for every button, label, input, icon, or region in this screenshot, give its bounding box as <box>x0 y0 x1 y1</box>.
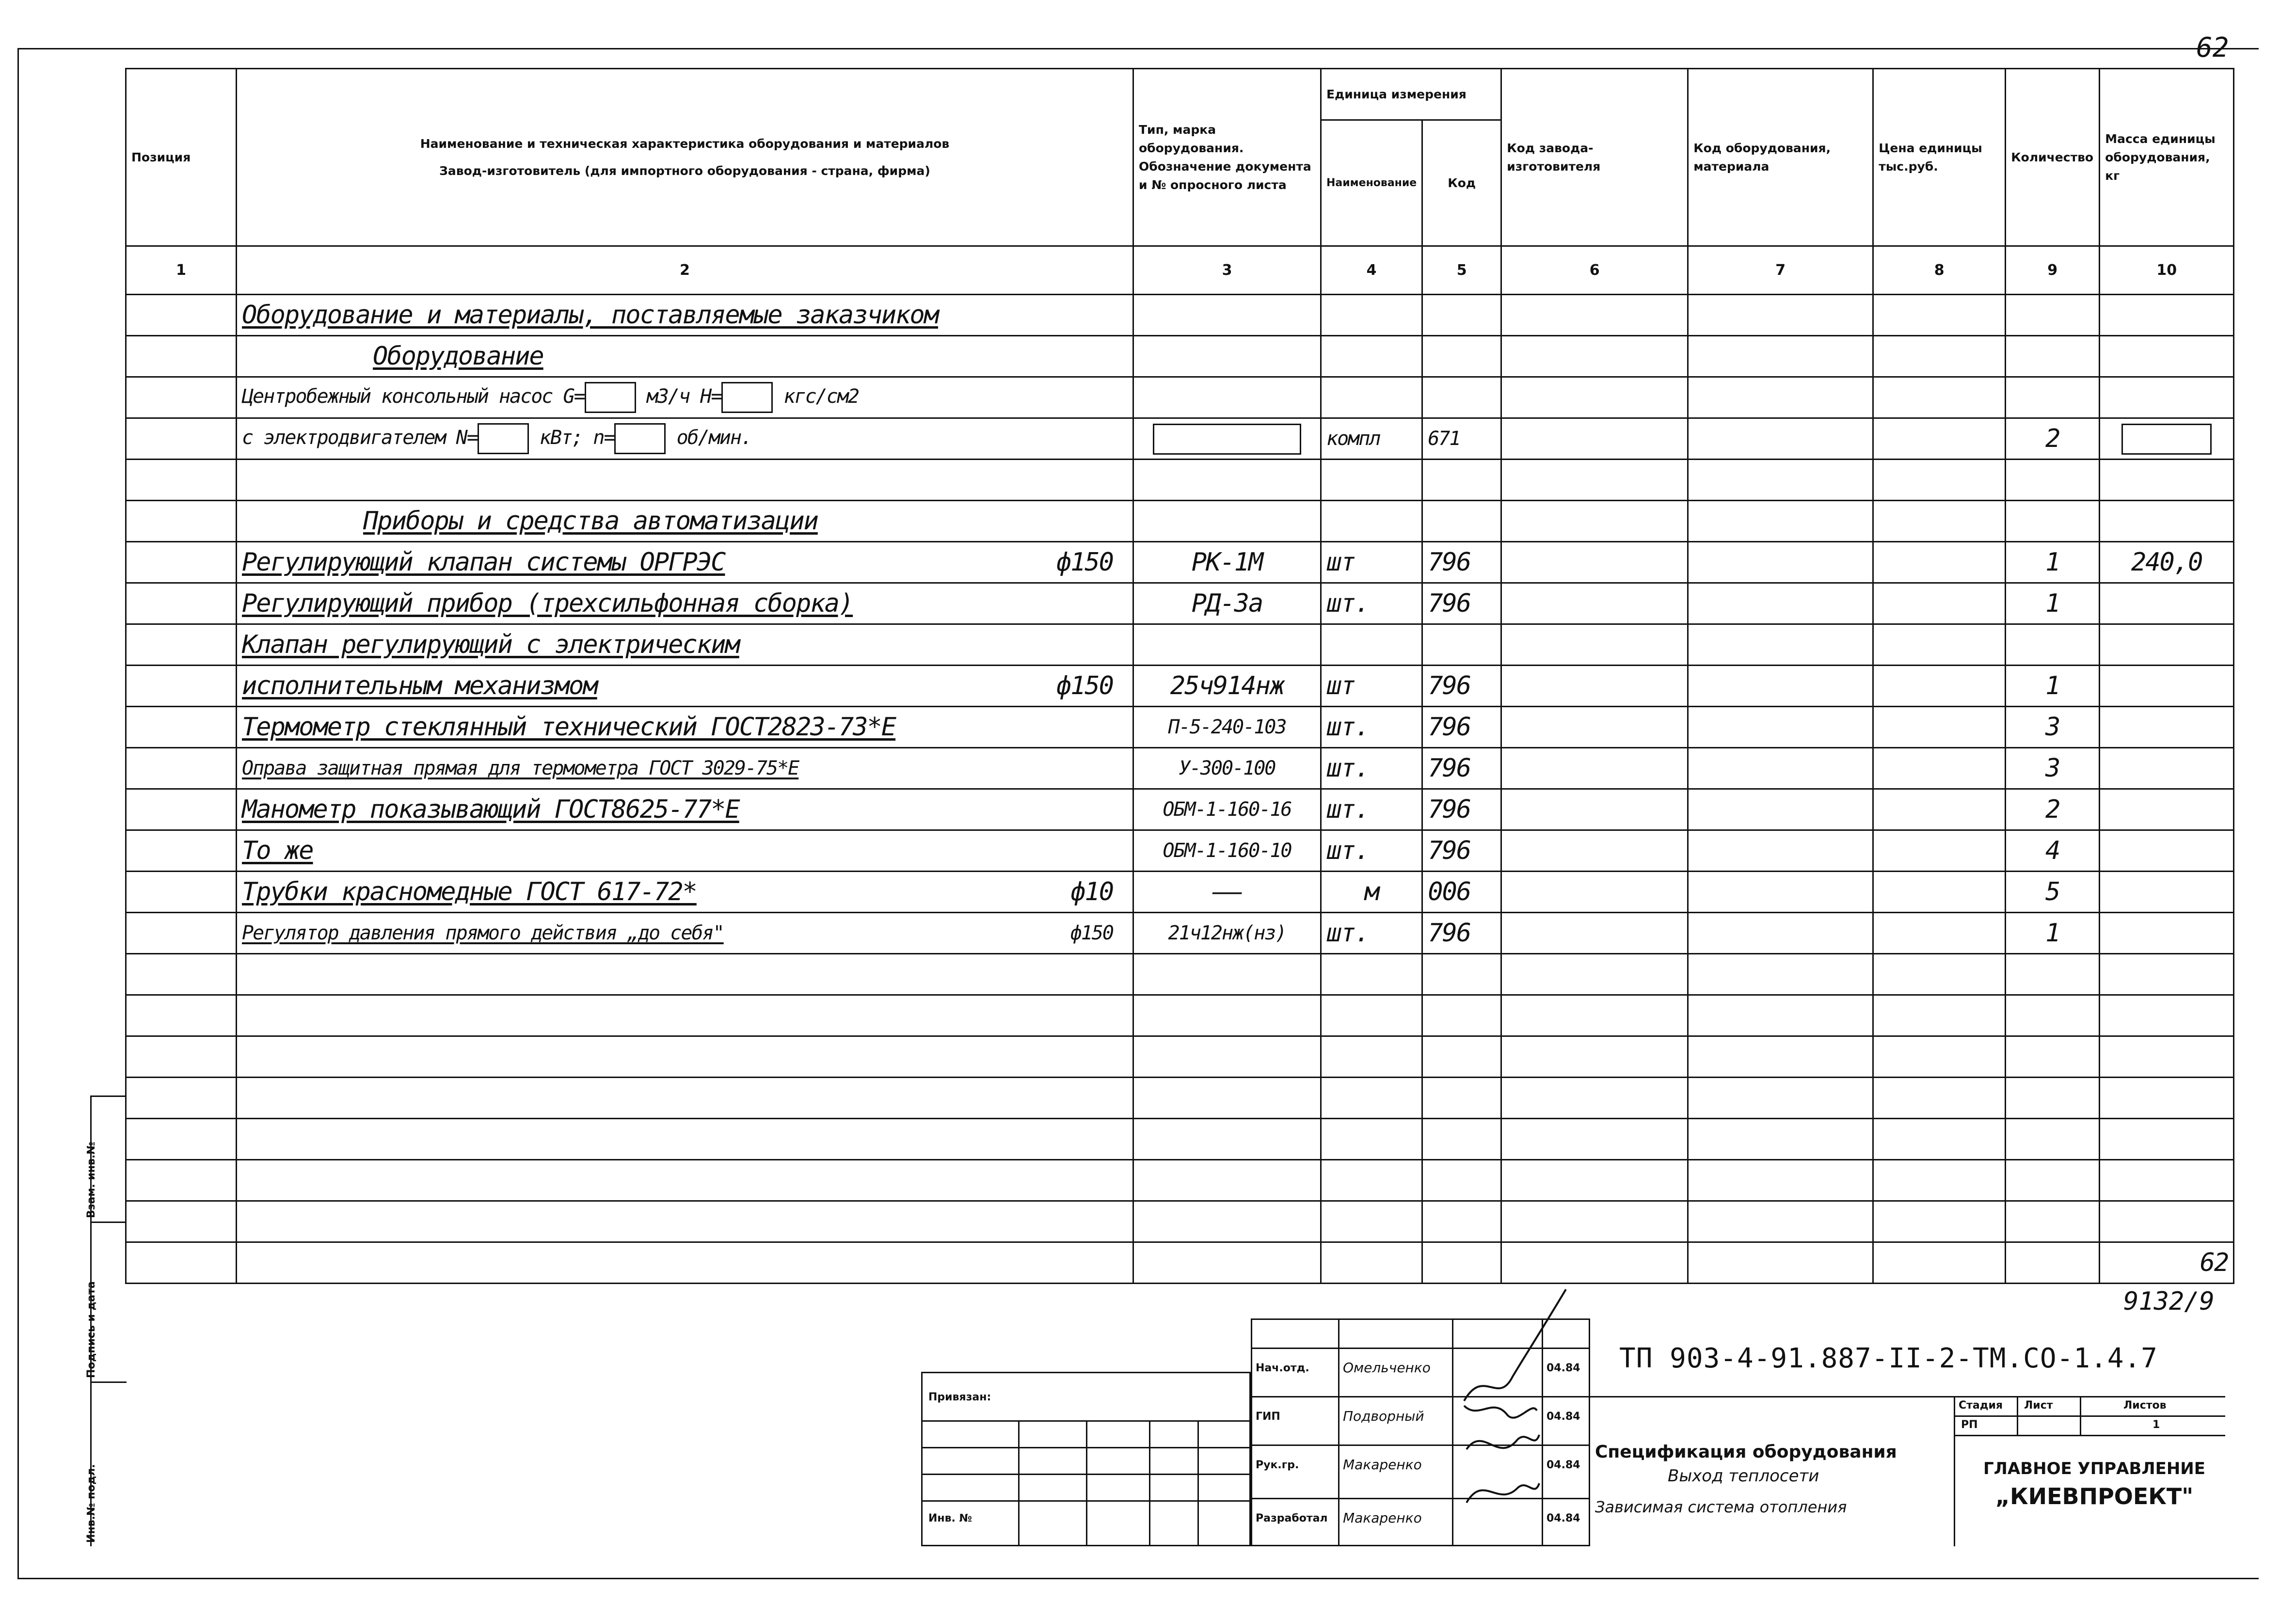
role-group-lead: Рук.гр. <box>1256 1459 1299 1471</box>
table-row <box>126 1036 2234 1078</box>
pump-line2-text: с электродвигателем N= <box>242 427 478 449</box>
person-group-lead: Макаренко <box>1343 1457 1422 1473</box>
col-number: 5 <box>1422 246 1501 295</box>
item-name: Регулирующий прибор (трехсильфонная сборка) <box>242 589 853 618</box>
item-unit: шт <box>1321 542 1422 583</box>
item-unit: шт. <box>1321 913 1422 954</box>
organization-line2: „КИЕВПРОЕКТ" <box>1995 1483 2194 1509</box>
header-equipment-code: Код оборудования, материала <box>1688 69 1873 246</box>
table-row <box>126 1242 2234 1284</box>
header-position: Позиция <box>126 69 237 246</box>
document-title: Спецификация оборудования <box>1595 1442 1897 1462</box>
col-number: 8 <box>1873 246 2006 295</box>
blank-field <box>721 382 773 413</box>
item-code: 796 <box>1422 707 1501 748</box>
cell-unit: компл <box>1321 418 1422 460</box>
header-factory-code: Код завода-изготовителя <box>1501 69 1688 246</box>
item-qty: 3 <box>2006 748 2100 789</box>
item-unit: шт. <box>1321 707 1422 748</box>
stage-value: РП <box>1961 1419 1978 1431</box>
item-type: П-5-240-103 <box>1133 707 1321 748</box>
table-row <box>126 1078 2234 1119</box>
blank-mass-field <box>2121 424 2212 455</box>
item-code: 796 <box>1422 748 1501 789</box>
stage-label: Стадия <box>1959 1399 2003 1412</box>
pump-unit-q: м3/ч <box>646 385 690 408</box>
signature-stroke <box>1467 1435 1539 1449</box>
table-row <box>126 830 2234 872</box>
col-number: 9 <box>2006 246 2100 295</box>
document-subtitle-1: Выход теплосети <box>1668 1466 1819 1486</box>
item-code: 796 <box>1422 913 1501 954</box>
item-name: Термометр стеклянный технический ГОСТ2823-73*Е <box>242 713 896 742</box>
item-code <box>1422 624 1501 666</box>
table-row <box>126 789 2234 830</box>
sheets-total-label: Листов <box>2123 1399 2167 1412</box>
table-row <box>126 913 2234 954</box>
pump-h-text: H= <box>700 385 722 408</box>
col-number: 3 <box>1133 246 1321 295</box>
col-number: 2 <box>237 246 1133 295</box>
item-type: ОБМ-1-160-16 <box>1133 789 1321 830</box>
header-unit-group: Единица измерения <box>1321 69 1501 120</box>
table-row <box>126 583 2234 624</box>
table-row <box>126 624 2234 666</box>
item-name: Клапан регулирующий с электрическим <box>242 630 739 659</box>
item-mass <box>2100 748 2234 789</box>
person-head-dept: Омельченко <box>1343 1360 1431 1376</box>
pump-unit-rpm: об/мин. <box>676 427 752 449</box>
table-row <box>126 707 2234 748</box>
item-type: РК-1М <box>1133 542 1321 583</box>
document-subtitle-2: Зависимая система отопления <box>1595 1498 1847 1516</box>
col-number: 4 <box>1321 246 1422 295</box>
blank-field <box>478 423 529 454</box>
blank-field <box>585 382 636 413</box>
table-row <box>126 377 2234 418</box>
inventory-label: Инв. № <box>928 1512 973 1524</box>
item-dn: ф150 <box>1070 922 1113 944</box>
item-qty: 2 <box>2006 789 2100 830</box>
col-number: 6 <box>1501 246 1688 295</box>
item-name: Регулятор давления прямого действия „до себя" <box>242 922 724 944</box>
table-row <box>126 666 2234 707</box>
item-name: Манометр показывающий ГОСТ8625-77*Е <box>242 795 739 824</box>
item-type <box>1133 624 1321 666</box>
table-row <box>126 418 2234 460</box>
item-code: 796 <box>1422 830 1501 872</box>
person-developer: Макаренко <box>1343 1510 1422 1526</box>
sheet-number-corner: 62 <box>2196 32 2229 63</box>
section-title: Оборудование и материалы, поставляемые заказчиком <box>242 301 939 330</box>
subsection-automation: Приборы и средства автоматизации <box>363 507 818 536</box>
column-number-row <box>126 246 2234 295</box>
attached-label: Привязан: <box>928 1391 991 1403</box>
item-mass <box>2100 872 2234 913</box>
header-name-line2: Завод-изготовитель (для импортного оборудования - страна, фирма) <box>439 163 930 178</box>
item-name: Трубки красномедные ГОСТ 617-72* <box>242 877 697 906</box>
item-mass <box>2100 666 2234 707</box>
item-mass: 240,0 <box>2100 542 2234 583</box>
item-unit: шт. <box>1321 830 1422 872</box>
item-type: ОБМ-1-160-10 <box>1133 830 1321 872</box>
header-name-line1: Наименование и техническая характеристика оборудования и материалов <box>420 136 950 151</box>
date-chief-engineer: 04.84 <box>1547 1411 1580 1423</box>
margin-label-inv-original: Инв.№ подл. <box>85 1464 97 1543</box>
item-qty: 1 <box>2006 913 2100 954</box>
signature-stroke <box>1464 1406 1537 1418</box>
table-row <box>126 542 2234 583</box>
table-row <box>126 995 2234 1036</box>
blank-type-field <box>1153 424 1301 455</box>
table-row <box>126 1201 2234 1242</box>
item-mass <box>2100 583 2234 624</box>
item-qty: 1 <box>2006 542 2100 583</box>
table-row <box>126 336 2234 377</box>
margin-label-replace-inv: Взам. инв.№ <box>85 1142 97 1218</box>
pump-unit-n: кВт; n= <box>539 427 615 449</box>
role-chief-engineer: ГИП <box>1256 1411 1280 1423</box>
table-row <box>126 748 2234 789</box>
header-type: Тип, марка оборудования. Обозначение документа и № опросного листа <box>1133 69 1321 246</box>
item-type: У-300-100 <box>1133 748 1321 789</box>
document-code: ТП 903-4-91.887-II-2-ТМ.СО-1.4.7 <box>1619 1343 2158 1374</box>
pump-line1-text: Центробежный консольный насос G= <box>242 385 585 408</box>
header-price: Цена единицы тыс.руб. <box>1873 69 2006 246</box>
item-unit: шт. <box>1321 583 1422 624</box>
table-row <box>126 872 2234 913</box>
col-number: 7 <box>1688 246 1873 295</box>
item-name: Регулирующий клапан системы ОРГРЭС <box>242 548 725 577</box>
item-unit: шт <box>1321 666 1422 707</box>
header-mass: Масса единицы оборудования, кг <box>2100 69 2234 246</box>
item-mass <box>2100 789 2234 830</box>
role-developer: Разработал <box>1256 1512 1328 1524</box>
pump-unit-h: кгс/см2 <box>783 385 859 408</box>
cell-qty: 2 <box>2006 418 2100 460</box>
item-code: 796 <box>1422 789 1501 830</box>
item-unit: шт. <box>1321 789 1422 830</box>
item-code: 796 <box>1422 583 1501 624</box>
item-unit <box>1321 624 1422 666</box>
date-head-dept: 04.84 <box>1547 1362 1580 1374</box>
item-qty: 3 <box>2006 707 2100 748</box>
header-quantity: Количество <box>2006 69 2100 246</box>
table-row <box>126 501 2234 542</box>
margin-strip <box>85 1095 127 1546</box>
item-qty <box>2006 624 2100 666</box>
item-mass <box>2100 913 2234 954</box>
role-head-dept: Нач.отд. <box>1256 1362 1309 1374</box>
header-name <box>237 69 1133 246</box>
table-row <box>126 1119 2234 1160</box>
table-row <box>126 1160 2234 1201</box>
item-qty: 1 <box>2006 666 2100 707</box>
table-row <box>126 954 2234 995</box>
item-code: 796 <box>1422 542 1501 583</box>
person-chief-engineer: Подворный <box>1343 1408 1424 1424</box>
item-name: Оправа защитная прямая для термометра ГОСТ 3029-75*Е <box>242 757 799 779</box>
signature-stroke <box>1464 1289 1566 1401</box>
item-dn: ф150 <box>1056 671 1113 700</box>
date-developer: 04.84 <box>1547 1512 1580 1524</box>
table-row <box>126 460 2234 501</box>
album-number: 9132/9 <box>2123 1287 2215 1316</box>
item-dn: ф150 <box>1056 548 1113 577</box>
col-number: 1 <box>126 246 237 295</box>
item-type: 25ч914нж <box>1133 666 1321 707</box>
margin-label-signature-date: Подпись и дата <box>85 1281 97 1378</box>
item-mass <box>2100 830 2234 872</box>
item-qty: 5 <box>2006 872 2100 913</box>
item-type: РД-3а <box>1133 583 1321 624</box>
item-dn: ф10 <box>1070 877 1113 906</box>
item-mass <box>2100 624 2234 666</box>
item-name: исполнительным механизмом <box>242 671 597 700</box>
signature-stroke <box>1467 1483 1539 1503</box>
blank-field <box>614 423 666 454</box>
item-code: 796 <box>1422 666 1501 707</box>
item-type: 21ч12нж(нз) <box>1133 913 1321 954</box>
specification-table <box>125 68 2234 1284</box>
sheet-label: Лист <box>2024 1399 2053 1412</box>
item-unit: шт. <box>1321 748 1422 789</box>
date-group-lead: 04.84 <box>1547 1459 1580 1471</box>
sheet-value: 1 <box>2152 1419 2160 1431</box>
item-mass <box>2100 707 2234 748</box>
table-row <box>126 295 2234 336</box>
item-type: —— <box>1133 872 1321 913</box>
item-qty: 1 <box>2006 583 2100 624</box>
organization-line1: ГЛАВНОЕ УПРАВЛЕНИЕ <box>1983 1459 2205 1478</box>
item-qty: 4 <box>2006 830 2100 872</box>
header-unit-name: Наименование <box>1321 120 1422 246</box>
page-label: 62 <box>2100 1242 2234 1284</box>
item-name: То же <box>242 836 313 865</box>
header-unit-code: Код <box>1422 120 1501 246</box>
item-code: 006 <box>1422 872 1501 913</box>
subsection-equipment: Оборудование <box>373 342 543 371</box>
item-unit: м <box>1321 872 1422 913</box>
col-number: 10 <box>2100 246 2234 295</box>
cell-code: 671 <box>1422 418 1501 460</box>
